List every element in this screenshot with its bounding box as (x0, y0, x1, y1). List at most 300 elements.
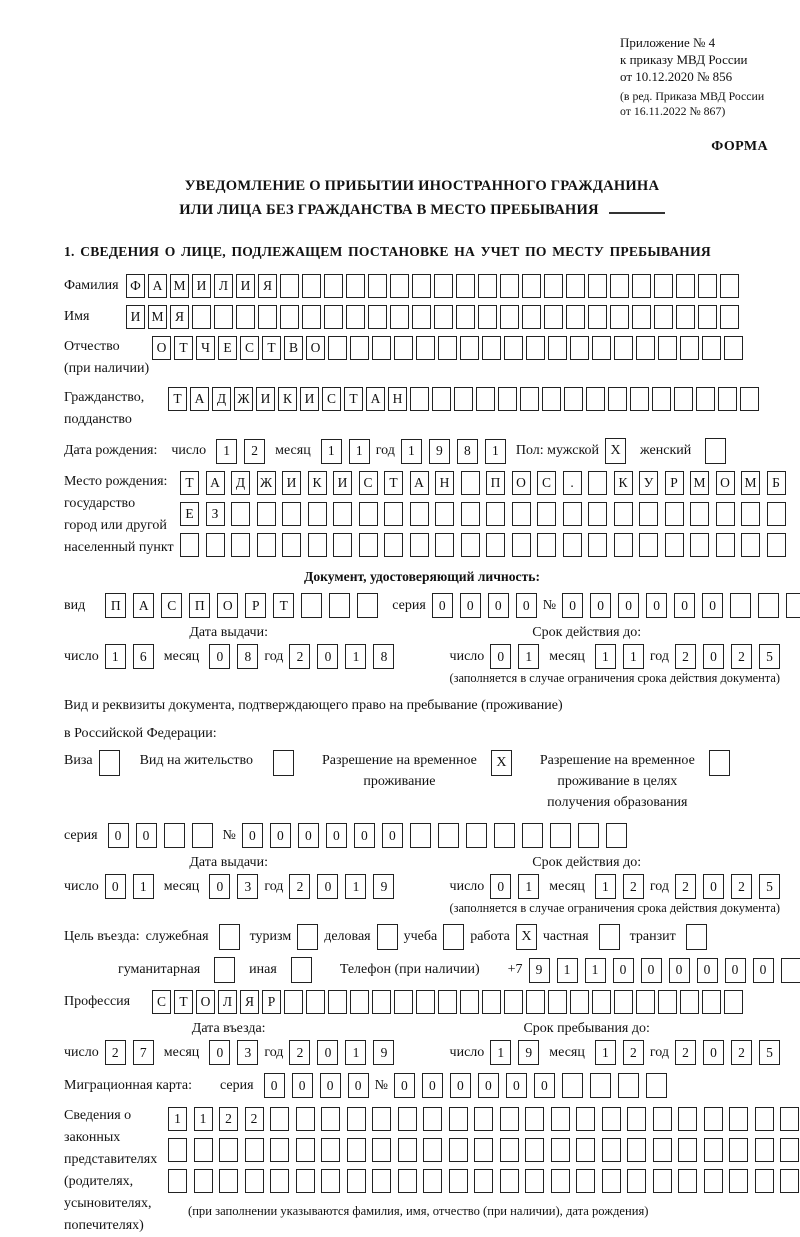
char-cell[interactable] (537, 502, 556, 526)
char-cell[interactable]: 0 (488, 593, 509, 618)
char-cell[interactable] (219, 1138, 238, 1162)
char-cell[interactable] (780, 1138, 799, 1162)
char-cell[interactable] (578, 823, 599, 848)
char-cell[interactable] (767, 533, 786, 557)
char-cell[interactable]: Д (212, 387, 231, 411)
char-cell[interactable] (435, 502, 454, 526)
char-cell[interactable] (780, 1169, 799, 1193)
char-cell[interactable] (410, 502, 429, 526)
char-cell[interactable] (542, 387, 561, 411)
char-cell[interactable] (512, 502, 531, 526)
char-cell[interactable]: 0 (382, 823, 403, 848)
char-cell[interactable]: 2 (675, 874, 696, 899)
char-cell[interactable]: Ж (234, 387, 253, 411)
char-cell[interactable] (192, 823, 213, 848)
char-cell[interactable] (384, 533, 403, 557)
char-cell[interactable] (486, 533, 505, 557)
char-cell[interactable]: 9 (373, 1040, 394, 1065)
char-cell[interactable]: 2 (289, 1040, 310, 1065)
char-cell[interactable]: 1 (349, 439, 370, 464)
char-cell[interactable] (390, 305, 409, 329)
char-cell[interactable] (522, 305, 541, 329)
char-cell[interactable] (245, 1138, 264, 1162)
char-cell[interactable] (474, 1138, 493, 1162)
char-cell[interactable] (729, 1107, 748, 1131)
char-cell[interactable] (302, 274, 321, 298)
char-cell[interactable] (359, 533, 378, 557)
char-cell[interactable]: 9 (529, 958, 550, 983)
char-cell[interactable] (368, 305, 387, 329)
char-cell[interactable]: 1 (518, 874, 539, 899)
char-cell[interactable] (704, 1107, 723, 1131)
char-cell[interactable] (755, 1169, 774, 1193)
char-cell[interactable] (767, 502, 786, 526)
char-cell[interactable] (653, 1107, 672, 1131)
char-cell[interactable] (270, 1138, 289, 1162)
char-cell[interactable] (231, 502, 250, 526)
char-cell[interactable] (372, 1138, 391, 1162)
char-cell[interactable] (449, 1138, 468, 1162)
char-cell[interactable] (610, 305, 629, 329)
char-cell[interactable] (720, 305, 739, 329)
char-cell[interactable] (654, 274, 673, 298)
char-cell[interactable] (258, 305, 277, 329)
char-cell[interactable]: 1 (168, 1107, 187, 1131)
char-cell[interactable]: И (256, 387, 275, 411)
char-cell[interactable] (653, 1138, 672, 1162)
char-cell[interactable]: Е (218, 336, 237, 360)
char-cell[interactable] (755, 1107, 774, 1131)
char-cell[interactable] (194, 1138, 213, 1162)
char-cell[interactable] (410, 533, 429, 557)
char-cell[interactable]: 0 (674, 593, 695, 618)
char-cell[interactable]: 0 (516, 593, 537, 618)
char-cell[interactable] (328, 336, 347, 360)
char-cell[interactable] (423, 1138, 442, 1162)
char-cell[interactable] (588, 471, 607, 495)
char-cell[interactable] (680, 990, 699, 1014)
char-cell[interactable] (435, 533, 454, 557)
char-cell[interactable]: 2 (289, 874, 310, 899)
char-cell[interactable] (280, 274, 299, 298)
char-cell[interactable]: П (189, 593, 210, 618)
char-cell[interactable] (350, 336, 369, 360)
char-cell[interactable]: 3 (237, 1040, 258, 1065)
char-cell[interactable] (504, 336, 523, 360)
char-cell[interactable] (522, 823, 543, 848)
char-cell[interactable] (544, 305, 563, 329)
char-cell[interactable] (438, 990, 457, 1014)
char-cell[interactable]: Т (273, 593, 294, 618)
char-cell[interactable] (639, 533, 658, 557)
char-cell[interactable]: И (282, 471, 301, 495)
female-checkbox[interactable] (705, 438, 726, 464)
char-cell[interactable]: 1 (105, 644, 126, 669)
char-cell[interactable] (245, 1169, 264, 1193)
char-cell[interactable] (168, 1138, 187, 1162)
char-cell[interactable]: 0 (270, 823, 291, 848)
char-cell[interactable]: У (639, 471, 658, 495)
char-cell[interactable]: Р (665, 471, 684, 495)
char-cell[interactable]: 0 (108, 823, 129, 848)
char-cell[interactable] (566, 274, 585, 298)
char-cell[interactable]: Ж (257, 471, 276, 495)
char-cell[interactable] (588, 533, 607, 557)
char-cell[interactable]: П (486, 471, 505, 495)
char-cell[interactable] (702, 990, 721, 1014)
char-cell[interactable] (653, 1169, 672, 1193)
char-cell[interactable]: 1 (585, 958, 606, 983)
char-cell[interactable] (257, 502, 276, 526)
char-cell[interactable]: 0 (242, 823, 263, 848)
char-cell[interactable] (639, 502, 658, 526)
char-cell[interactable] (328, 990, 347, 1014)
char-cell[interactable]: Л (218, 990, 237, 1014)
char-cell[interactable] (678, 1107, 697, 1131)
char-cell[interactable]: 5 (759, 1040, 780, 1065)
char-cell[interactable]: Ф (126, 274, 145, 298)
char-cell[interactable] (636, 336, 655, 360)
char-cell[interactable]: 2 (675, 644, 696, 669)
char-cell[interactable] (347, 1169, 366, 1193)
char-cell[interactable] (296, 1138, 315, 1162)
char-cell[interactable] (658, 990, 677, 1014)
char-cell[interactable] (270, 1107, 289, 1131)
char-cell[interactable]: 3 (237, 874, 258, 899)
char-cell[interactable] (780, 1107, 799, 1131)
char-cell[interactable] (720, 274, 739, 298)
char-cell[interactable]: 0 (136, 823, 157, 848)
char-cell[interactable] (434, 274, 453, 298)
char-cell[interactable] (454, 387, 473, 411)
char-cell[interactable]: П (105, 593, 126, 618)
char-cell[interactable]: 0 (490, 644, 511, 669)
char-cell[interactable] (551, 1169, 570, 1193)
purpose-private-checkbox[interactable] (599, 924, 620, 950)
char-cell[interactable]: З (206, 502, 225, 526)
char-cell[interactable]: М (170, 274, 189, 298)
char-cell[interactable] (432, 387, 451, 411)
char-cell[interactable] (730, 593, 751, 618)
char-cell[interactable]: 2 (623, 874, 644, 899)
char-cell[interactable] (474, 1169, 493, 1193)
char-cell[interactable] (482, 990, 501, 1014)
char-cell[interactable] (716, 533, 735, 557)
char-cell[interactable]: 0 (534, 1073, 555, 1098)
char-cell[interactable]: Р (245, 593, 266, 618)
char-cell[interactable] (500, 305, 519, 329)
char-cell[interactable] (308, 502, 327, 526)
char-cell[interactable] (423, 1107, 442, 1131)
char-cell[interactable] (231, 533, 250, 557)
purpose-humanitarian-checkbox[interactable] (214, 957, 235, 983)
char-cell[interactable] (347, 1107, 366, 1131)
char-cell[interactable]: 5 (759, 644, 780, 669)
char-cell[interactable] (614, 533, 633, 557)
char-cell[interactable] (632, 274, 651, 298)
char-cell[interactable]: А (206, 471, 225, 495)
char-cell[interactable] (602, 1107, 621, 1131)
char-cell[interactable] (398, 1107, 417, 1131)
char-cell[interactable] (680, 336, 699, 360)
char-cell[interactable]: 0 (209, 644, 230, 669)
purpose-tourism-checkbox[interactable] (297, 924, 318, 950)
char-cell[interactable]: 0 (669, 958, 690, 983)
char-cell[interactable]: С (152, 990, 171, 1014)
char-cell[interactable] (718, 387, 737, 411)
char-cell[interactable]: Т (384, 471, 403, 495)
char-cell[interactable]: 2 (731, 1040, 752, 1065)
char-cell[interactable] (478, 274, 497, 298)
char-cell[interactable] (586, 387, 605, 411)
char-cell[interactable] (372, 1169, 391, 1193)
temp-residence-education-checkbox[interactable] (709, 750, 730, 776)
char-cell[interactable]: . (563, 471, 582, 495)
char-cell[interactable] (168, 1169, 187, 1193)
char-cell[interactable] (347, 1138, 366, 1162)
char-cell[interactable]: Н (388, 387, 407, 411)
char-cell[interactable]: А (366, 387, 385, 411)
char-cell[interactable] (504, 990, 523, 1014)
char-cell[interactable]: А (133, 593, 154, 618)
char-cell[interactable]: 1 (595, 874, 616, 899)
char-cell[interactable]: Т (174, 336, 193, 360)
char-cell[interactable]: Р (262, 990, 281, 1014)
char-cell[interactable]: 0 (478, 1073, 499, 1098)
char-cell[interactable] (302, 305, 321, 329)
char-cell[interactable] (476, 387, 495, 411)
char-cell[interactable]: 1 (623, 644, 644, 669)
char-cell[interactable] (636, 990, 655, 1014)
char-cell[interactable] (257, 533, 276, 557)
char-cell[interactable]: О (152, 336, 171, 360)
char-cell[interactable]: Т (174, 990, 193, 1014)
char-cell[interactable]: 0 (613, 958, 634, 983)
char-cell[interactable]: Ч (196, 336, 215, 360)
char-cell[interactable] (588, 305, 607, 329)
char-cell[interactable] (461, 471, 480, 495)
char-cell[interactable] (270, 1169, 289, 1193)
char-cell[interactable]: 0 (697, 958, 718, 983)
char-cell[interactable] (398, 1138, 417, 1162)
char-cell[interactable]: 0 (422, 1073, 443, 1098)
char-cell[interactable] (482, 336, 501, 360)
char-cell[interactable] (576, 1138, 595, 1162)
char-cell[interactable] (284, 990, 303, 1014)
char-cell[interactable]: И (236, 274, 255, 298)
purpose-other-checkbox[interactable] (291, 957, 312, 983)
char-cell[interactable] (630, 387, 649, 411)
char-cell[interactable]: 2 (105, 1040, 126, 1065)
char-cell[interactable] (652, 387, 671, 411)
char-cell[interactable]: 0 (432, 593, 453, 618)
char-cell[interactable] (416, 990, 435, 1014)
char-cell[interactable]: 0 (298, 823, 319, 848)
char-cell[interactable]: 2 (289, 644, 310, 669)
char-cell[interactable]: 0 (590, 593, 611, 618)
char-cell[interactable] (551, 1138, 570, 1162)
char-cell[interactable] (716, 502, 735, 526)
char-cell[interactable] (755, 1138, 774, 1162)
char-cell[interactable] (627, 1107, 646, 1131)
char-cell[interactable] (698, 274, 717, 298)
char-cell[interactable] (372, 336, 391, 360)
char-cell[interactable] (702, 336, 721, 360)
char-cell[interactable] (729, 1138, 748, 1162)
char-cell[interactable] (698, 305, 717, 329)
char-cell[interactable]: В (284, 336, 303, 360)
char-cell[interactable] (729, 1169, 748, 1193)
char-cell[interactable]: 0 (703, 1040, 724, 1065)
char-cell[interactable] (696, 387, 715, 411)
char-cell[interactable] (614, 336, 633, 360)
char-cell[interactable] (665, 533, 684, 557)
char-cell[interactable]: М (148, 305, 167, 329)
char-cell[interactable]: 0 (753, 958, 774, 983)
char-cell[interactable] (576, 1107, 595, 1131)
purpose-transit-checkbox[interactable] (686, 924, 707, 950)
char-cell[interactable] (551, 1107, 570, 1131)
char-cell[interactable]: 2 (731, 874, 752, 899)
char-cell[interactable] (525, 1107, 544, 1131)
char-cell[interactable] (474, 1107, 493, 1131)
char-cell[interactable]: 0 (317, 644, 338, 669)
char-cell[interactable] (690, 502, 709, 526)
char-cell[interactable] (478, 305, 497, 329)
char-cell[interactable]: 0 (317, 874, 338, 899)
char-cell[interactable]: 1 (557, 958, 578, 983)
char-cell[interactable] (563, 502, 582, 526)
char-cell[interactable]: 8 (373, 644, 394, 669)
char-cell[interactable]: 0 (394, 1073, 415, 1098)
char-cell[interactable]: К (308, 471, 327, 495)
char-cell[interactable] (333, 533, 352, 557)
char-cell[interactable] (329, 593, 350, 618)
char-cell[interactable] (296, 1169, 315, 1193)
purpose-work-checkbox[interactable]: X (516, 924, 537, 950)
char-cell[interactable]: 8 (457, 439, 478, 464)
char-cell[interactable]: С (322, 387, 341, 411)
char-cell[interactable]: Я (170, 305, 189, 329)
char-cell[interactable]: 1 (595, 644, 616, 669)
temp-residence-checkbox[interactable]: X (491, 750, 512, 776)
char-cell[interactable]: Е (180, 502, 199, 526)
char-cell[interactable] (306, 990, 325, 1014)
char-cell[interactable] (588, 274, 607, 298)
char-cell[interactable] (618, 1073, 639, 1098)
char-cell[interactable]: 0 (354, 823, 375, 848)
char-cell[interactable]: Т (262, 336, 281, 360)
char-cell[interactable] (627, 1169, 646, 1193)
char-cell[interactable]: 9 (518, 1040, 539, 1065)
char-cell[interactable] (494, 823, 515, 848)
char-cell[interactable]: 0 (450, 1073, 471, 1098)
char-cell[interactable] (324, 274, 343, 298)
char-cell[interactable] (434, 305, 453, 329)
char-cell[interactable] (537, 533, 556, 557)
char-cell[interactable]: 0 (506, 1073, 527, 1098)
char-cell[interactable] (614, 502, 633, 526)
char-cell[interactable] (590, 1073, 611, 1098)
char-cell[interactable] (602, 1138, 621, 1162)
char-cell[interactable] (665, 502, 684, 526)
purpose-official-checkbox[interactable] (219, 924, 240, 950)
char-cell[interactable] (550, 823, 571, 848)
char-cell[interactable] (460, 336, 479, 360)
char-cell[interactable]: 5 (759, 874, 780, 899)
char-cell[interactable] (456, 274, 475, 298)
residence-permit-checkbox[interactable] (273, 750, 294, 776)
char-cell[interactable] (548, 336, 567, 360)
male-checkbox[interactable]: X (605, 438, 626, 464)
char-cell[interactable] (674, 387, 693, 411)
char-cell[interactable]: 2 (244, 439, 265, 464)
char-cell[interactable] (410, 823, 431, 848)
char-cell[interactable]: 1 (345, 1040, 366, 1065)
char-cell[interactable]: А (410, 471, 429, 495)
char-cell[interactable] (741, 502, 760, 526)
char-cell[interactable] (658, 336, 677, 360)
char-cell[interactable] (588, 502, 607, 526)
char-cell[interactable]: 0 (326, 823, 347, 848)
char-cell[interactable] (449, 1169, 468, 1193)
char-cell[interactable] (282, 502, 301, 526)
char-cell[interactable] (206, 533, 225, 557)
char-cell[interactable] (423, 1169, 442, 1193)
char-cell[interactable] (500, 1138, 519, 1162)
char-cell[interactable] (500, 1107, 519, 1131)
char-cell[interactable]: О (196, 990, 215, 1014)
char-cell[interactable]: 0 (702, 593, 723, 618)
char-cell[interactable]: 6 (133, 644, 154, 669)
char-cell[interactable] (592, 336, 611, 360)
char-cell[interactable] (741, 533, 760, 557)
char-cell[interactable]: К (278, 387, 297, 411)
char-cell[interactable] (372, 1107, 391, 1131)
char-cell[interactable] (461, 533, 480, 557)
char-cell[interactable] (520, 387, 539, 411)
char-cell[interactable] (357, 593, 378, 618)
char-cell[interactable]: А (148, 274, 167, 298)
char-cell[interactable]: О (306, 336, 325, 360)
char-cell[interactable]: 2 (623, 1040, 644, 1065)
purpose-study-checkbox[interactable] (443, 924, 464, 950)
char-cell[interactable]: 1 (518, 644, 539, 669)
char-cell[interactable]: 1 (194, 1107, 213, 1131)
char-cell[interactable] (214, 305, 233, 329)
char-cell[interactable]: 0 (264, 1073, 285, 1098)
char-cell[interactable]: О (512, 471, 531, 495)
char-cell[interactable] (346, 274, 365, 298)
char-cell[interactable] (192, 305, 211, 329)
char-cell[interactable]: 2 (219, 1107, 238, 1131)
char-cell[interactable]: 0 (562, 593, 583, 618)
char-cell[interactable] (301, 593, 322, 618)
char-cell[interactable] (632, 305, 651, 329)
char-cell[interactable] (461, 502, 480, 526)
char-cell[interactable] (627, 1138, 646, 1162)
char-cell[interactable]: О (217, 593, 238, 618)
char-cell[interactable]: 2 (731, 644, 752, 669)
char-cell[interactable]: Т (168, 387, 187, 411)
char-cell[interactable] (678, 1138, 697, 1162)
char-cell[interactable]: С (240, 336, 259, 360)
char-cell[interactable] (614, 990, 633, 1014)
char-cell[interactable] (522, 274, 541, 298)
char-cell[interactable] (321, 1169, 340, 1193)
char-cell[interactable]: 0 (646, 593, 667, 618)
char-cell[interactable] (592, 990, 611, 1014)
